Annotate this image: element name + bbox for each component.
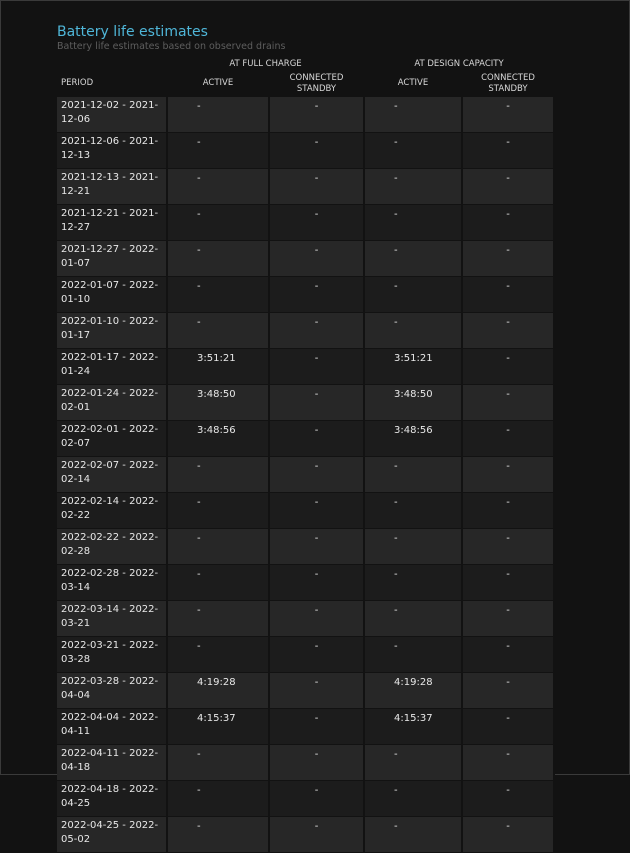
cell-period: 2022-04-25 - 2022-05-02	[57, 817, 167, 853]
cell-design-standby: -	[462, 97, 554, 133]
cell-design-standby: -	[462, 817, 554, 853]
cell-design-active: -	[364, 601, 462, 637]
cell-period: 2021-12-27 - 2022-01-07	[57, 241, 167, 277]
cell-full-active: 3:48:50	[167, 385, 269, 421]
cell-design-standby: -	[462, 421, 554, 457]
cell-full-standby: -	[269, 457, 364, 493]
table-row	[57, 313, 554, 349]
cell-period: 2022-01-10 - 2022-01-17	[57, 313, 167, 349]
cell-design-active: 3:48:56	[364, 421, 462, 457]
cell-full-active: -	[167, 169, 269, 205]
cell-full-standby: -	[269, 241, 364, 277]
cell-full-active: -	[167, 817, 269, 853]
cell-design-standby: -	[462, 673, 554, 709]
cell-period: 2022-01-07 - 2022-01-10	[57, 277, 167, 313]
table-row	[57, 565, 554, 601]
cell-design-active: -	[364, 457, 462, 493]
cell-full-active: 4:15:37	[167, 709, 269, 745]
cell-full-standby: -	[269, 637, 364, 673]
table-row	[57, 817, 554, 853]
table-row	[57, 637, 554, 673]
cell-period: 2021-12-21 - 2021-12-27	[57, 205, 167, 241]
cell-full-standby: -	[269, 601, 364, 637]
cell-design-active: -	[364, 565, 462, 601]
cell-full-active: -	[167, 241, 269, 277]
cell-design-active: -	[364, 493, 462, 529]
cell-period: 2021-12-13 - 2021-12-21	[57, 169, 167, 205]
cell-design-active: -	[364, 745, 462, 781]
cell-period: 2022-04-04 - 2022-04-11	[57, 709, 167, 745]
table-row	[57, 385, 554, 421]
cell-design-standby: -	[462, 241, 554, 277]
cell-full-active: -	[167, 457, 269, 493]
cell-full-standby: -	[269, 385, 364, 421]
cell-design-active: -	[364, 817, 462, 853]
table-row	[57, 709, 554, 745]
cell-period: 2022-04-18 - 2022-04-25	[57, 781, 167, 817]
cell-design-standby: -	[462, 277, 554, 313]
cell-design-standby: -	[462, 385, 554, 421]
cell-design-standby: -	[462, 313, 554, 349]
cell-full-standby: -	[269, 745, 364, 781]
cell-design-active: -	[364, 169, 462, 205]
cell-full-active: -	[167, 133, 269, 169]
group-header-design-capacity: AT DESIGN CAPACITY	[414, 59, 504, 69]
cell-design-standby: -	[462, 133, 554, 169]
cell-design-standby: -	[462, 457, 554, 493]
table-row	[57, 133, 554, 169]
cell-full-standby: -	[269, 277, 364, 313]
cell-design-active: -	[364, 205, 462, 241]
cell-design-standby: -	[462, 349, 554, 385]
column-header-design-active: ACTIVE	[397, 78, 429, 88]
cell-period: 2022-04-11 - 2022-04-18	[57, 745, 167, 781]
column-header-full-active: ACTIVE	[202, 78, 234, 88]
table-row	[57, 277, 554, 313]
cell-period: 2022-02-14 - 2022-02-22	[57, 493, 167, 529]
cell-full-standby: -	[269, 781, 364, 817]
table-row	[57, 97, 554, 133]
cell-full-active: -	[167, 205, 269, 241]
section-title: Battery life estimates	[57, 24, 208, 40]
cell-full-active: -	[167, 637, 269, 673]
cell-period: 2022-03-21 - 2022-03-28	[57, 637, 167, 673]
cell-full-active: -	[167, 313, 269, 349]
cell-design-active: -	[364, 529, 462, 565]
cell-design-active: -	[364, 781, 462, 817]
cell-full-active: -	[167, 601, 269, 637]
column-header-full-standby: CONNECTED STANDBY	[289, 72, 344, 94]
cell-full-standby: -	[269, 709, 364, 745]
cell-full-standby: -	[269, 313, 364, 349]
cell-design-standby: -	[462, 709, 554, 745]
cell-full-active: -	[167, 277, 269, 313]
table-row	[57, 745, 554, 781]
section-subtitle: Battery life estimates based on observed drains	[57, 41, 286, 52]
cell-design-standby: -	[462, 565, 554, 601]
cell-design-active: 3:51:21	[364, 349, 462, 385]
table-row	[57, 781, 554, 817]
cell-design-active: -	[364, 637, 462, 673]
cell-full-standby: -	[269, 817, 364, 853]
cell-period: 2021-12-02 - 2021-12-06	[57, 97, 167, 133]
cell-period: 2022-01-17 - 2022-01-24	[57, 349, 167, 385]
table-body	[57, 97, 554, 853]
cell-design-standby: -	[462, 529, 554, 565]
cell-period: 2022-02-07 - 2022-02-14	[57, 457, 167, 493]
cell-design-standby: -	[462, 637, 554, 673]
cell-design-standby: -	[462, 493, 554, 529]
table-row	[57, 457, 554, 493]
cell-design-standby: -	[462, 745, 554, 781]
cell-design-active: -	[364, 241, 462, 277]
cell-full-standby: -	[269, 133, 364, 169]
cell-full-active: -	[167, 529, 269, 565]
table-row	[57, 673, 554, 709]
cell-design-standby: -	[462, 205, 554, 241]
cell-full-active: -	[167, 493, 269, 529]
cell-design-active: -	[364, 277, 462, 313]
cell-design-standby: -	[462, 601, 554, 637]
cell-full-standby: -	[269, 529, 364, 565]
cell-full-standby: -	[269, 565, 364, 601]
cell-period: 2022-01-24 - 2022-02-01	[57, 385, 167, 421]
table-row	[57, 601, 554, 637]
cell-full-active: 3:51:21	[167, 349, 269, 385]
cell-full-active: -	[167, 97, 269, 133]
battery-estimates-table	[57, 56, 555, 853]
cell-design-active: 4:19:28	[364, 673, 462, 709]
cell-design-active: 3:48:50	[364, 385, 462, 421]
column-header-design-standby: CONNECTED STANDBY	[481, 72, 535, 94]
cell-full-standby: -	[269, 169, 364, 205]
cell-period: 2022-02-28 - 2022-03-14	[57, 565, 167, 601]
cell-full-active: -	[167, 745, 269, 781]
cell-full-active: 3:48:56	[167, 421, 269, 457]
cell-full-active: 4:19:28	[167, 673, 269, 709]
section-header	[57, 23, 285, 53]
cell-period: 2021-12-06 - 2021-12-13	[57, 133, 167, 169]
table-row	[57, 529, 554, 565]
cell-full-standby: -	[269, 493, 364, 529]
table-row	[57, 349, 554, 385]
cell-full-standby: -	[269, 673, 364, 709]
table-row	[57, 493, 554, 529]
cell-design-active: -	[364, 133, 462, 169]
cell-design-active: -	[364, 97, 462, 133]
cell-period: 2022-02-01 - 2022-02-07	[57, 421, 167, 457]
cell-design-active: -	[364, 313, 462, 349]
cell-design-standby: -	[462, 169, 554, 205]
cell-design-active: 4:15:37	[364, 709, 462, 745]
column-header-period: PERIOD	[61, 78, 94, 88]
table-row	[57, 421, 554, 457]
table-row	[57, 241, 554, 277]
cell-period: 2022-03-14 - 2022-03-21	[57, 601, 167, 637]
cell-period: 2022-03-28 - 2022-04-04	[57, 673, 167, 709]
cell-design-standby: -	[462, 781, 554, 817]
cell-period: 2022-02-22 - 2022-02-28	[57, 529, 167, 565]
cell-full-active: -	[167, 565, 269, 601]
cell-full-active: -	[167, 781, 269, 817]
table-row	[57, 205, 554, 241]
table-row	[57, 169, 554, 205]
cell-full-standby: -	[269, 205, 364, 241]
cell-full-standby: -	[269, 349, 364, 385]
cell-full-standby: -	[269, 421, 364, 457]
cell-full-standby: -	[269, 97, 364, 133]
group-header-full-charge: AT FULL CHARGE	[229, 59, 302, 69]
